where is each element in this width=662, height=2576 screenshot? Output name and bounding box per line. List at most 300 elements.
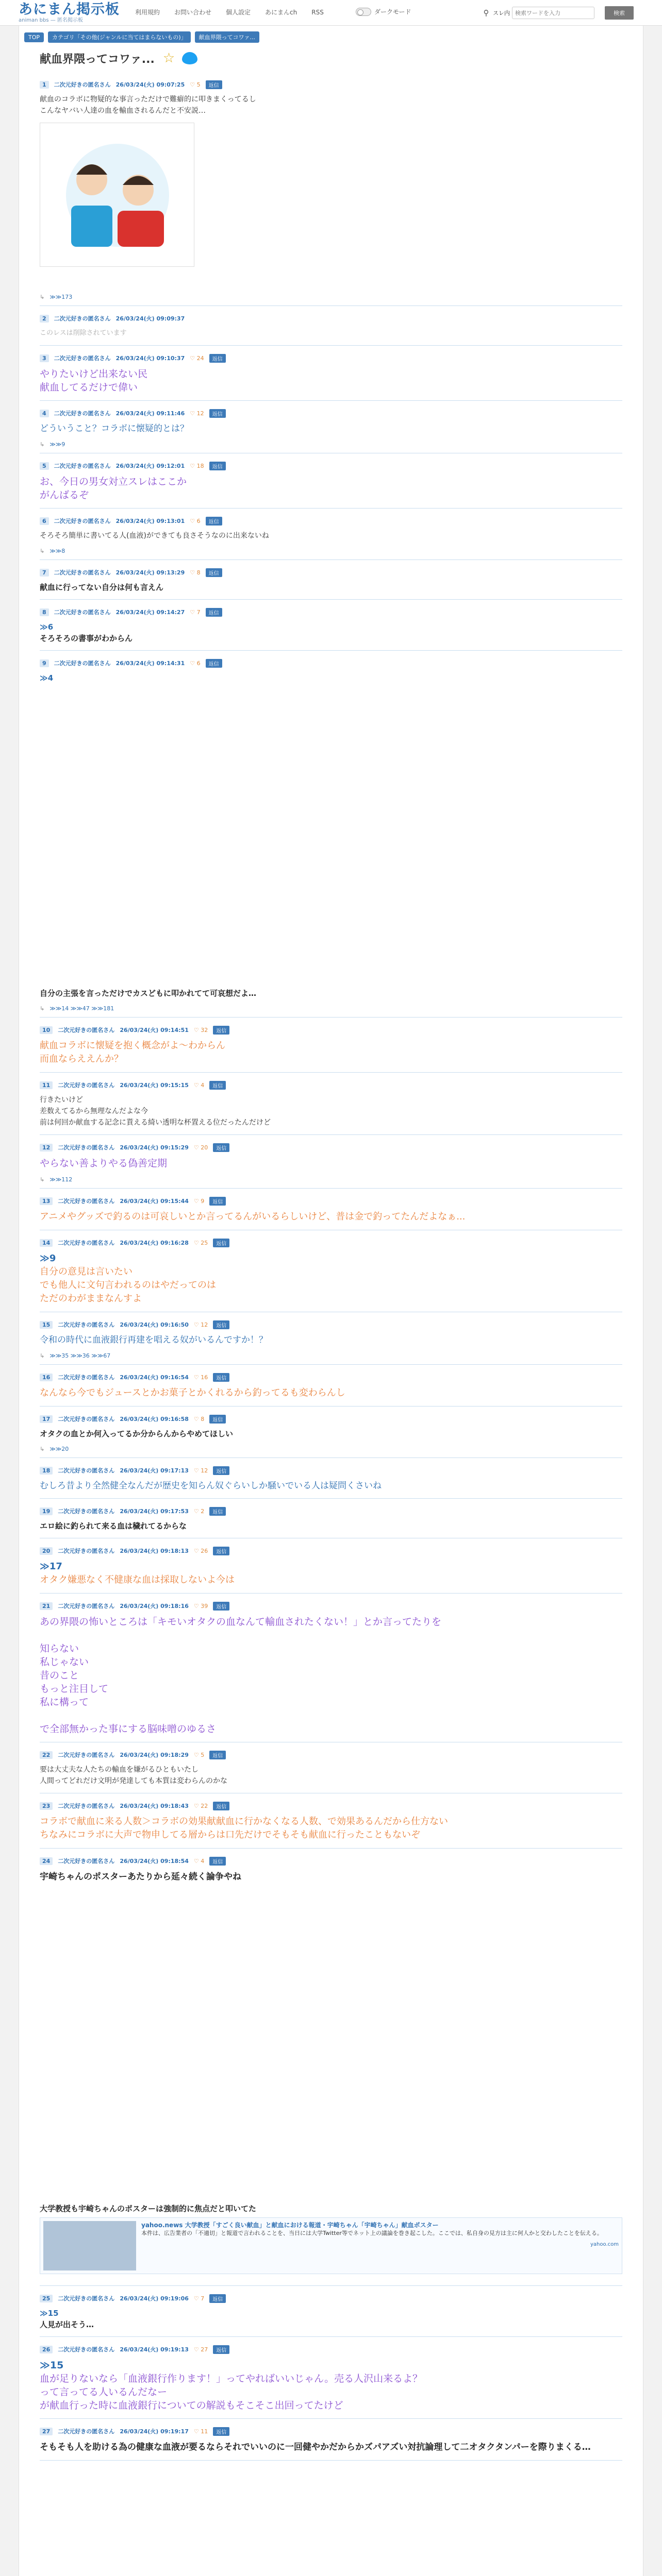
dark-mode-toggle[interactable] [356,8,371,16]
post-body [40,2303,622,2336]
post-body [40,1090,622,1134]
post-body [40,90,622,294]
post-body [40,2436,622,2460]
reply-anchor-link[interactable]: ≫4 [40,673,54,683]
reply-button[interactable]: 返信 [213,1547,229,1555]
like-count: 27 [201,2346,208,2353]
like-button[interactable] [194,1321,208,1328]
post [40,509,622,560]
search-button[interactable]: 検索 [605,6,634,20]
post-date: 26/03/24(火) 09:16:50 [120,1321,189,1328]
post [40,1538,622,1594]
post-body [40,1248,622,1312]
post-text: オタクの血とか何入ってるか分からんからやめてほしい [40,1429,234,1438]
post [40,560,622,600]
like-button[interactable] [194,1467,208,1474]
reply-button[interactable]: 返信 [206,659,222,668]
post-header [40,2293,622,2303]
logo-text[interactable]: あにまん掲示板 [19,2,120,18]
reply-anchor-link[interactable]: ≫6 [40,622,54,632]
heart-icon: ♡ [193,1144,199,1151]
post-text: そろそろの書事がわからん [40,634,133,643]
like-count: 7 [201,2295,205,2302]
like-count: 16 [201,1374,208,1381]
breadcrumb-thread[interactable]: 献血界隈ってコワァ... [195,31,259,43]
heart-icon: ♡ [190,517,195,524]
reply-anchors[interactable]: ≫≫35 ≫≫36 ≫≫67 [49,1352,111,1359]
post-body [40,1611,622,1742]
post-text: あの界隈の怖いところは「キモいオタクの血なんて輸血されたくない！」とか言ってたりを 知らない 私じゃない 昔のこと もっと注目して 私に構って で全部無かった事にする脳味噌のゆるさ [40,1616,442,1735]
like-count: 25 [201,1239,208,1246]
heart-icon: ♡ [190,659,195,667]
reply-arrow-icon: ↳ [40,294,45,300]
like-count: 11 [201,2428,208,2435]
heart-icon: ♡ [193,1751,199,1758]
reply-button[interactable]: 返信 [209,2294,226,2303]
post [40,306,622,346]
post-text: やらない善よりやる偽善定期 [40,1158,168,1169]
post-date: 26/03/24(火) 09:16:58 [120,1416,189,1422]
nav-animanch-link[interactable]: あにまんch [265,9,297,16]
post-header [40,658,622,668]
reply-button[interactable]: 返信 [209,1415,226,1423]
post-date: 26/03/24(火) 09:18:13 [120,1548,189,1554]
reply-button[interactable]: 返信 [213,1320,229,1329]
post-number[interactable]: 11 [40,1081,53,1089]
post-header [40,1414,622,1424]
post-text: 献血コラボに懐疑を抱く概念がよ～わからん 而血ならええんか？ [40,1040,225,1064]
post-date: 26/03/24(火) 09:15:29 [120,1144,189,1151]
post-author: 二次元好きの匿名さん [58,1803,115,1809]
post-number[interactable]: 26 [40,2346,53,2353]
reply-button[interactable]: 返信 [206,608,222,617]
reply-button[interactable]: 返信 [209,409,226,418]
post-date: 26/03/24(火) 09:17:53 [120,1508,189,1515]
post-number[interactable]: 21 [40,1602,53,1610]
post-number[interactable]: 13 [40,1197,53,1205]
reply-button[interactable]: 返信 [209,1197,226,1206]
reply-button[interactable]: 返信 [209,354,226,363]
breadcrumb [19,26,643,44]
reply-links [40,1005,622,1017]
post-number[interactable]: 17 [40,1415,53,1423]
reply-button[interactable]: 返信 [209,1857,226,1866]
like-button[interactable] [194,1082,204,1089]
link-card[interactable] [40,2217,622,2274]
post [40,1406,622,1458]
post [40,346,622,401]
heart-icon: ♡ [193,1802,199,1809]
like-button[interactable] [194,1803,208,1809]
post-date: 26/03/24(火) 09:16:54 [120,1374,189,1381]
post-number[interactable]: 5 [40,462,49,470]
post-author: 二次元好きの匿名さん [58,1508,115,1515]
like-button[interactable] [194,1508,204,1515]
reply-button[interactable]: 返信 [206,80,222,89]
post-header [40,1196,622,1206]
like-button[interactable] [190,81,200,88]
post-date: 26/03/24(火) 09:12:01 [115,463,185,469]
link-title: yahoo.news 大学教授「すごく良い献血」と献血における報道・宇崎ちゃん「宇崎ちゃん」献血ポスター [141,2222,439,2229]
like-count: 12 [201,1467,208,1474]
post [40,1230,622,1312]
breadcrumb-category[interactable]: カテゴリ「その他(ジャンルに当てはまらないもの)」 [48,31,191,43]
post-number[interactable]: 22 [40,1751,53,1759]
post-body [40,418,622,441]
reply-button[interactable]: 返信 [213,1802,229,1810]
post-author: 二次元好きの匿名さん [58,2346,115,2353]
like-count: 8 [201,1415,205,1422]
like-count: 5 [196,81,201,88]
reply-button[interactable]: 返信 [213,1239,229,1247]
top-nav [135,7,338,18]
like-count: 39 [201,1602,208,1609]
post-text: 血が足りないなら「血液銀行作ります！」ってやればいいじゃん。売る人沢山来るよ？ って言ってる人いるんだなー が献血行った時に血液銀行についての解説もそこそこ出回ってたけど [40,2373,423,2411]
post-number[interactable]: 8 [40,608,49,616]
post-author: 二次元好きの匿名さん [54,410,111,417]
heart-icon: ♡ [193,1239,199,1246]
post-author: 二次元好きの匿名さん [58,1082,115,1089]
post-date: 26/03/24(火) 09:14:27 [115,609,185,616]
post [40,72,622,306]
reply-anchor-link[interactable]: ≫15 [40,2309,59,2318]
reply-button[interactable]: 返信 [213,1373,229,1382]
reply-button[interactable]: 返信 [209,1081,226,1090]
post-author: 二次元好きの匿名さん [58,1027,115,1033]
post-header [40,1856,622,1866]
post-date: 26/03/24(火) 09:18:43 [120,1803,189,1809]
post-date: 26/03/24(火) 09:14:51 [120,1027,189,1033]
post-date: 26/03/24(火) 09:17:13 [120,1467,189,1474]
post-number[interactable]: 2 [40,315,49,323]
post-date: 26/03/24(火) 09:10:37 [115,355,185,362]
post [40,600,622,651]
reply-anchor-link[interactable]: ≫9 [40,1253,56,1264]
like-button[interactable] [194,2428,208,2435]
post-author: 二次元好きの匿名さん [54,315,111,322]
post-date: 26/03/24(火) 09:07:25 [115,81,185,88]
post-author: 二次元好きの匿名さん [54,355,111,362]
reply-button[interactable]: 返信 [213,1466,229,1475]
post-number[interactable]: 12 [40,1144,53,1151]
post-body [40,1866,622,2285]
post-number[interactable]: 19 [40,1507,53,1515]
post [40,1135,622,1189]
nav-rss-link[interactable]: RSS [311,9,324,16]
post-text-tail: 自分の主張を言っただけでカスどもに叩かれてて可哀想だよ… [40,989,257,998]
like-button[interactable] [190,463,204,469]
post-date: 26/03/24(火) 09:14:31 [115,660,185,667]
post-body [40,1035,622,1072]
reply-links [40,1352,622,1364]
reply-button[interactable]: 返信 [206,517,222,526]
like-button[interactable] [194,2346,208,2353]
post-date: 26/03/24(火) 09:11:46 [115,410,185,417]
post-body [40,471,622,508]
twitter-share-icon[interactable] [182,52,197,64]
post-date: 26/03/24(火) 09:09:37 [115,315,185,322]
nav-contact-link[interactable]: お問い合わせ [174,9,212,16]
post [40,1189,622,1230]
reply-anchors[interactable]: ≫≫14 ≫≫47 ≫≫181 [49,1005,114,1012]
like-count: 22 [201,1802,208,1809]
post-author: 二次元好きの匿名さん [58,1374,115,1381]
like-button[interactable] [194,1752,204,1758]
search-icon: ⚲ [483,8,489,18]
post-author: 二次元好きの匿名さん [58,1752,115,1758]
like-button[interactable] [190,660,200,667]
heart-icon: ♡ [190,462,195,469]
heart-icon: ♡ [193,1467,199,1474]
post-text: アニメやグッズで釣るのは可哀しいとか言ってるんがいるらしいけど、普は金で釣ってたんだよなぁ... [40,1211,466,1222]
page-title: 献血界隈ってコワァ... [40,53,155,66]
link-thumbnail [43,2221,136,2270]
post [40,1499,622,1538]
heart-icon: ♡ [193,1857,199,1865]
post-number[interactable]: 14 [40,1239,53,1247]
post-text: 行きたいけど 差数えてるから無理なんだよな今 前は何回か献血する記念に貰える綺い透明な杯置える位だったんだけど [40,1096,271,1127]
post-number[interactable]: 7 [40,569,49,577]
reply-button[interactable]: 返信 [206,568,222,577]
post [40,1458,622,1499]
heart-icon: ♡ [193,2295,199,2302]
heart-icon: ♡ [193,1602,199,1609]
post-author: 二次元好きの匿名さん [58,1198,115,1205]
post [40,1073,622,1135]
post-author: 二次元好きの匿名さん [54,569,111,576]
post [40,1594,622,1742]
post-number[interactable]: 20 [40,1547,53,1555]
post-author: 二次元好きの匿名さん [58,1467,115,1474]
dark-mode-label: ダークモード [374,8,411,15]
like-button[interactable] [190,569,200,576]
link-domain: yahoo.com [590,2242,619,2247]
post-text: そもそも人を助ける為の健康な血液が要るならそれでいいのに一回健やかだからかズパアズい対抗論理して二オタクタンパーを際りまくる… [40,2442,591,2452]
like-count: 2 [201,1507,205,1515]
embedded-media-area [40,1884,622,2203]
reply-button[interactable]: 返信 [209,462,226,470]
post-author: 二次元好きの匿名さん [54,518,111,524]
post [40,1018,622,1073]
post-header [40,461,622,471]
reply-arrow-icon: ↳ [40,1446,45,1452]
search-input[interactable] [512,7,594,19]
like-button[interactable] [194,1144,208,1151]
reply-arrow-icon: ↳ [40,548,45,554]
reply-anchors[interactable]: ≫≫9 [49,441,65,448]
like-count: 12 [196,410,204,417]
post-text: 献血のコラボに物疑的な事言っただけで難癖的に叩きまくってるし こんなヤバい人達の血を輸血されるんだと不安説… [40,95,256,115]
post-text: そろそろ簡単に書いてる人(血液)ができても良さそうなのに出来ないね [40,532,269,540]
reply-button[interactable]: 返信 [209,1751,226,1759]
post-author: 二次元好きの匿名さん [58,1603,115,1609]
post-date: 26/03/24(火) 09:15:15 [120,1082,189,1089]
post-text: やりたいけど出来ない民 献血してるだけで偉い [40,368,148,393]
like-button[interactable] [194,1416,204,1422]
search-bar [479,5,650,21]
like-count: 26 [201,1547,208,1554]
like-button[interactable] [190,410,204,417]
post-author: 二次元好きの匿名さん [58,1240,115,1246]
post-date: 26/03/24(火) 09:15:44 [120,1198,189,1205]
reply-button[interactable]: 返信 [209,1507,226,1516]
heart-icon: ♡ [193,2428,199,2435]
post-body [40,668,622,1005]
embedded-media-area [40,684,622,988]
post-image[interactable] [40,123,194,267]
heart-icon: ♡ [193,1415,199,1422]
reply-anchors[interactable]: ≫≫173 [49,294,73,300]
post-number[interactable]: 3 [40,354,49,362]
post-date: 26/03/24(火) 09:13:01 [115,518,185,524]
post-text: 自分の意見は言いたい でも他人に文句言われるのはやだってのは ただのわがままなんすよ [40,1266,216,1304]
like-button[interactable] [190,518,200,524]
post-number[interactable]: 6 [40,517,49,525]
heart-icon: ♡ [190,81,195,88]
reply-button[interactable]: 返信 [213,2345,229,2354]
like-button[interactable] [194,1548,208,1554]
post-text: エロ絵に釣られて来る血は穢れてるからな [40,1521,187,1531]
logo-subtitle: animan bbs — 匿名掲示板 [19,18,83,23]
reply-button[interactable]: 返信 [213,1143,229,1152]
post [40,453,622,509]
post [40,651,622,1018]
post-body [40,1516,622,1538]
post-header [40,1506,622,1516]
like-button[interactable] [194,1603,208,1609]
like-button[interactable] [194,1198,204,1205]
post-author: 二次元好きの匿名さん [58,1144,115,1151]
reply-anchors[interactable]: ≫≫8 [49,548,65,554]
reply-links [40,441,622,453]
post-number[interactable]: 1 [40,81,49,89]
post-date: 26/03/24(火) 09:19:06 [120,2295,189,2302]
like-count: 12 [201,1321,208,1328]
post-author: 二次元好きの匿名さん [58,2295,115,2302]
post-number[interactable]: 24 [40,1857,53,1865]
post-header [40,1750,622,1760]
favorite-star-icon[interactable]: ☆ [162,50,175,66]
breadcrumb-top[interactable]: TOP [24,32,44,42]
post-number[interactable]: 9 [40,659,49,667]
post-body [40,1760,622,1793]
post-header [40,1546,622,1556]
post-number[interactable]: 10 [40,1026,53,1034]
reply-links [40,548,622,560]
post-number[interactable]: 25 [40,2295,53,2302]
heart-icon: ♡ [193,1547,199,1554]
post-header [40,1801,622,1811]
like-button[interactable] [190,355,204,362]
like-button[interactable] [194,1240,208,1246]
post-text: コラボで献血に来る人数＞コラボの効果献献血に行かなくなる人数、で効果あるんだから仕方ない ちなみにコラボに大声で物申してる層からは口先だけでそもそも献血に行ったこともないぞ [40,1816,448,1840]
post-date: 26/03/24(火) 09:13:29 [115,569,185,576]
like-button[interactable] [194,1027,208,1033]
reply-button[interactable]: 返信 [213,1026,229,1035]
post-text: オタク嫌悪なく不健康な血は採取しないよ今は [40,1574,235,1585]
reply-button[interactable]: 返信 [213,2427,229,2436]
post-header [40,1465,622,1476]
post-body [40,1153,622,1176]
post-header [40,1142,622,1153]
heart-icon: ♡ [193,1507,199,1515]
post-date: 26/03/24(火) 09:18:29 [120,1752,189,1758]
post-number[interactable]: 18 [40,1467,53,1475]
like-count: 4 [201,1081,205,1089]
post-number[interactable]: 16 [40,1374,53,1381]
post-author: 二次元好きの匿名さん [54,81,111,88]
post-date: 26/03/24(火) 09:18:54 [120,1858,189,1865]
heart-icon: ♡ [190,410,195,417]
post-header [40,2426,622,2436]
reply-button[interactable]: 返信 [213,1602,229,1611]
nav-settings-link[interactable]: 個人設定 [226,9,251,16]
post-author: 二次元好きの匿名さん [54,609,111,616]
like-count: 18 [196,462,204,469]
like-count: 5 [201,1751,205,1758]
post-author: 二次元好きの匿名さん [54,660,111,667]
top-bar [0,0,662,26]
like-button[interactable] [194,1374,208,1381]
reply-arrow-icon: ↳ [40,1005,45,1012]
post-text: お、今日の男女対立スレはここか がんばるぞ [40,476,187,501]
like-button[interactable] [194,2295,204,2302]
like-button[interactable] [190,609,200,616]
post-number[interactable]: 15 [40,1321,53,1329]
heart-icon: ♡ [193,1197,199,1205]
post-body [40,526,622,548]
reply-anchor-link[interactable]: ≫17 [40,1561,62,1572]
reply-arrow-icon: ↳ [40,1176,45,1183]
post-body [40,1556,622,1593]
post-author: 二次元好きの匿名さん [58,1548,115,1554]
post-author: 二次元好きの匿名さん [54,463,111,469]
post-number[interactable]: 27 [40,2428,53,2435]
post [40,2286,622,2337]
reply-anchors[interactable]: ≫≫112 [49,1176,73,1183]
nav-terms-link[interactable]: 利用規約 [135,9,160,16]
reply-anchor-link[interactable]: ≫15 [40,2360,64,2371]
like-count: 20 [201,1144,208,1151]
post-body [40,1476,622,1498]
like-button[interactable] [194,1858,204,1865]
reply-anchors[interactable]: ≫≫20 [49,1446,69,1452]
heart-icon: ♡ [190,569,195,576]
post [40,2337,622,2419]
post [40,1849,622,2286]
post [40,1793,622,1849]
post-number[interactable]: 4 [40,410,49,417]
post-author: 二次元好きの匿名さん [58,1858,115,1865]
post-header [40,516,622,526]
like-count: 8 [196,569,201,576]
reply-arrow-icon: ↳ [40,1352,45,1359]
post-header [40,2344,622,2354]
post-number[interactable]: 23 [40,1802,53,1810]
post-author: 二次元好きの匿名さん [58,1321,115,1328]
post-body [40,1330,622,1352]
post-author: 二次元好きの匿名さん [58,1416,115,1422]
main-container [19,26,643,2576]
post [40,1312,622,1365]
reply-arrow-icon: ↳ [40,441,45,448]
post-header [40,79,622,90]
post-date: 26/03/24(火) 09:19:13 [120,2346,189,2353]
like-count: 6 [196,659,201,667]
reply-links [40,1446,622,1458]
site-logo[interactable] [19,2,122,24]
like-count: 6 [196,517,201,524]
